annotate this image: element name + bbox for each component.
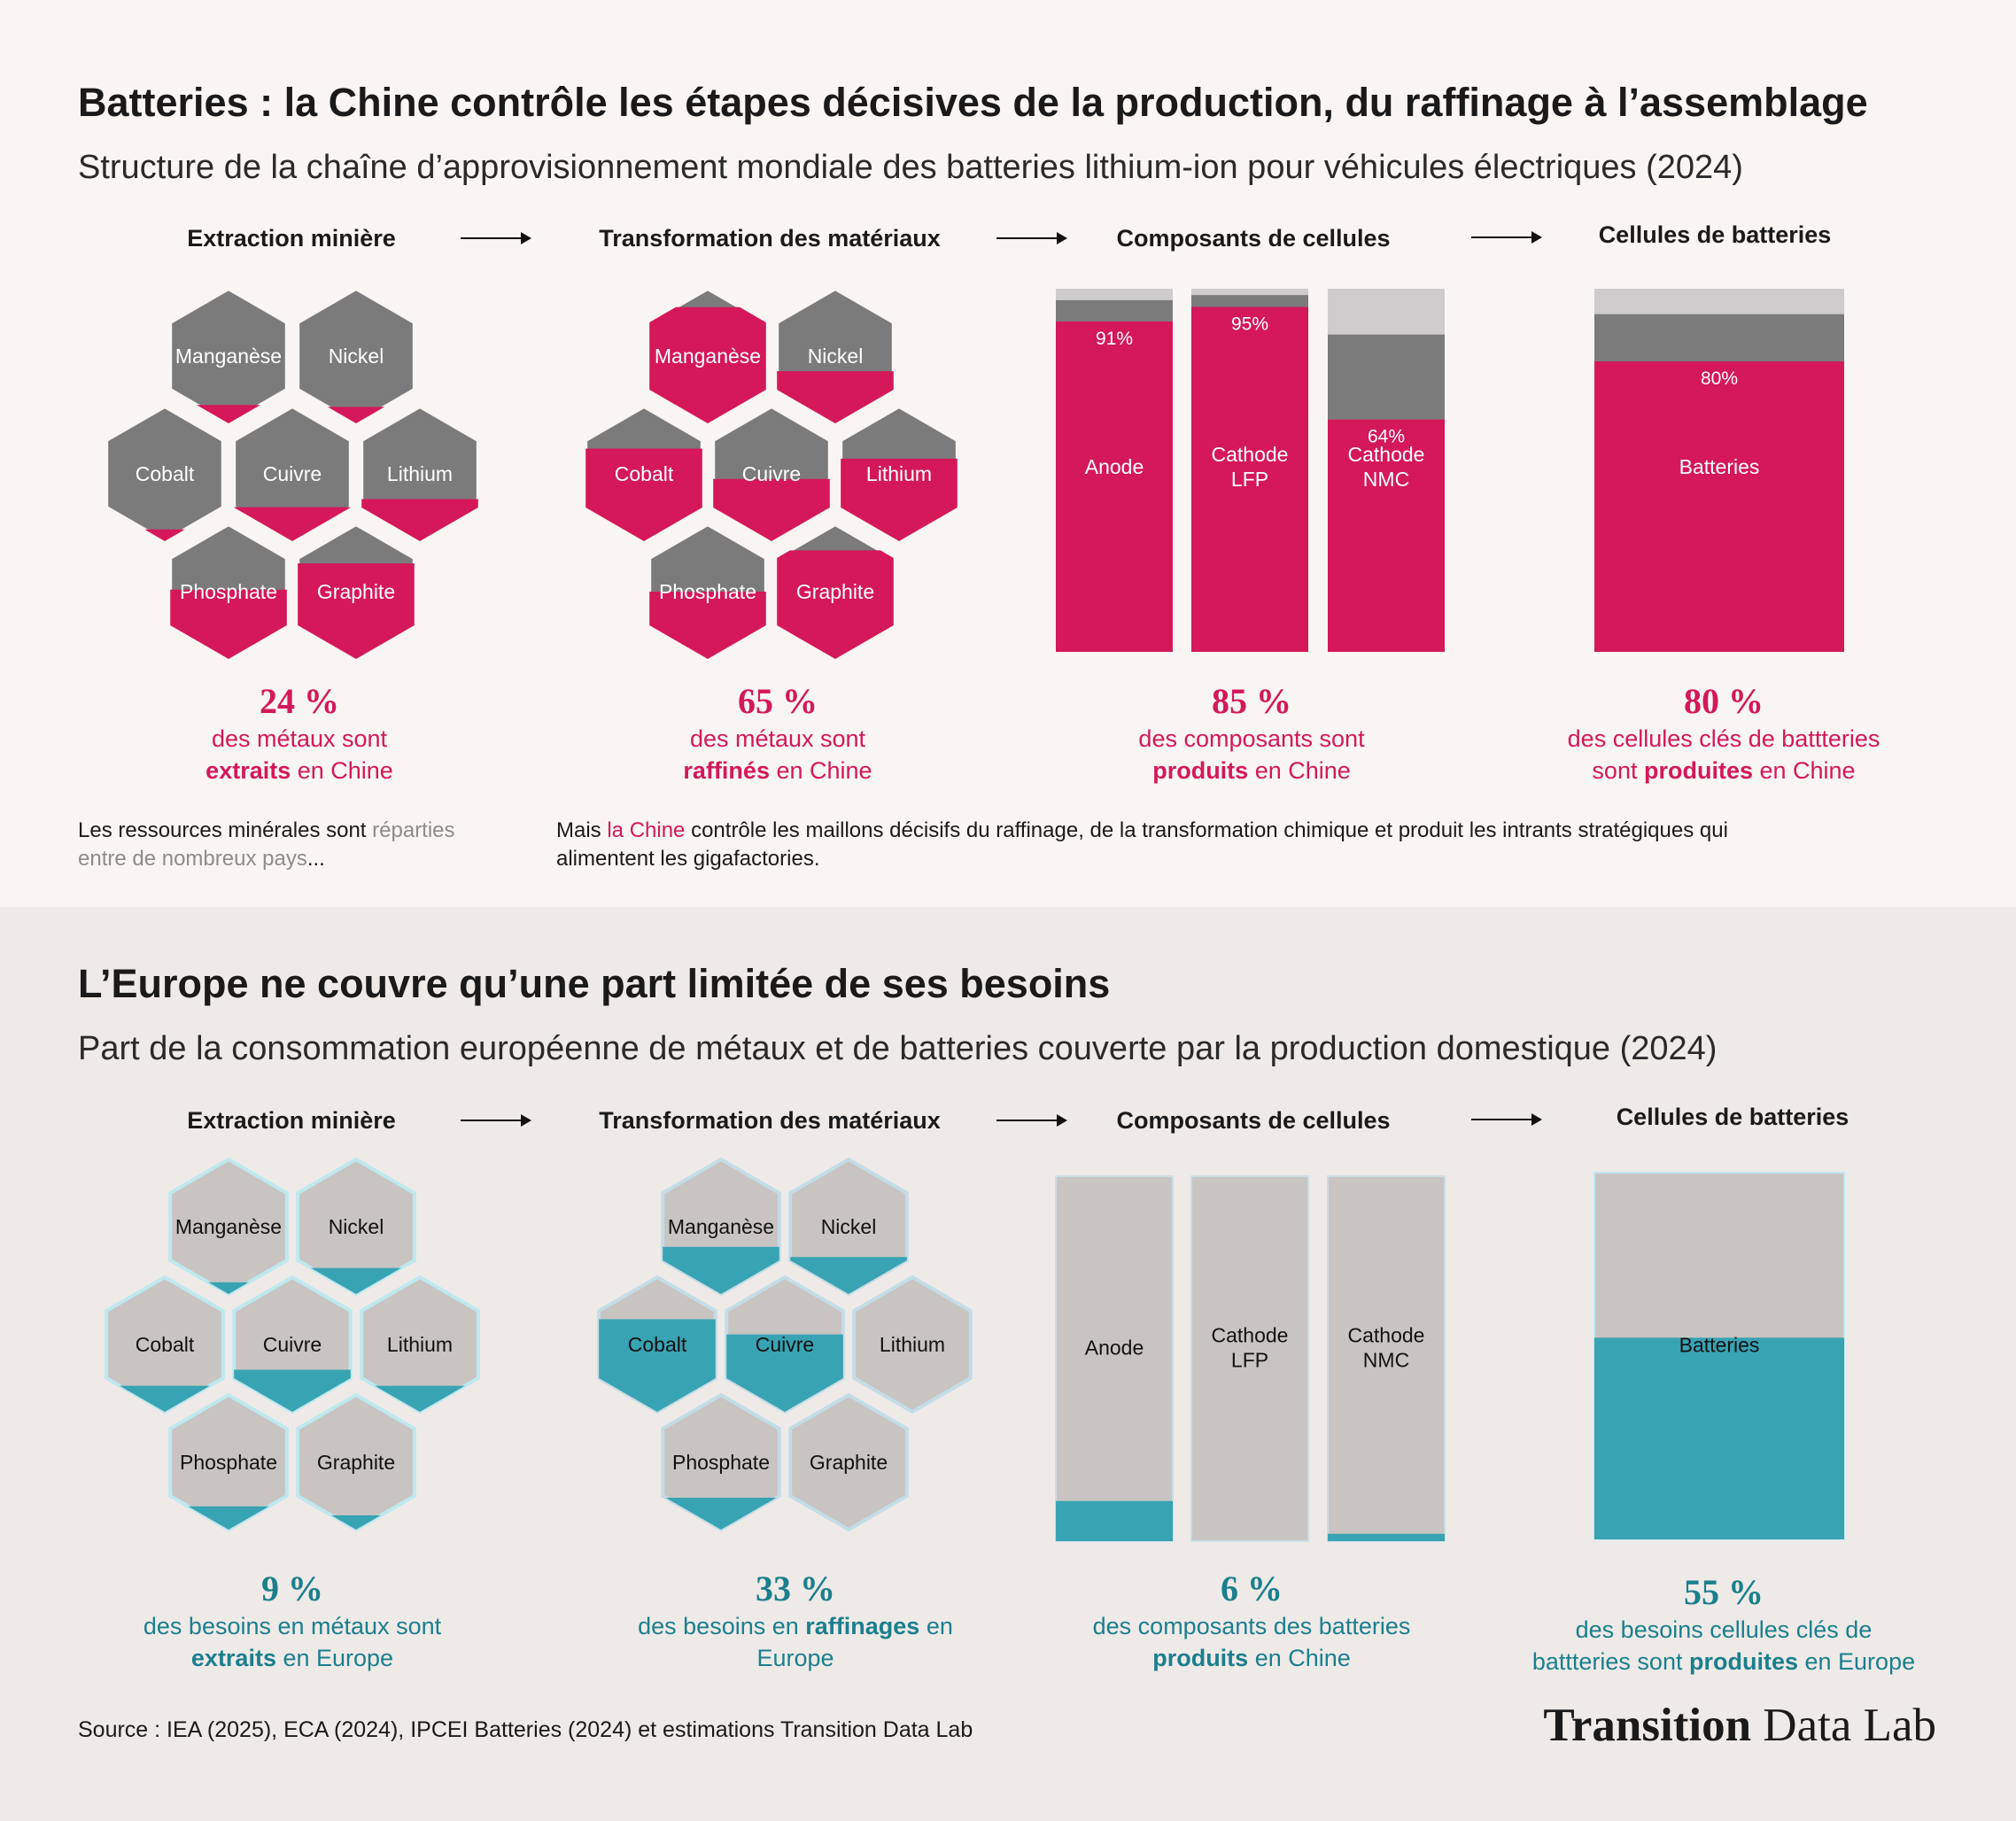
stat-desc: des métaux sont raffinés en Chine xyxy=(683,725,872,784)
stage-label: Transformation des matériaux xyxy=(599,225,941,252)
hex-fill-graphite xyxy=(331,1515,381,1530)
hex-label-graphite: Graphite xyxy=(809,1451,888,1474)
hex-label-cuivre: Cuivre xyxy=(741,462,802,485)
hex-label-cobalt: Cobalt xyxy=(135,1333,195,1356)
bar-label-cathode-nmc: Cathode xyxy=(1347,1323,1425,1347)
stage-label: Extraction minière xyxy=(187,225,396,252)
note-right: Mais la Chine contrôle les maillons décisifs du raffinage, de la transformation chimique et produit les intrants stratégiques qui alimentent les gigafactories. xyxy=(556,818,1728,871)
hex-label-phosphate: Phosphate xyxy=(672,1451,770,1474)
bar-other-anode xyxy=(1056,300,1173,322)
hex-fill-graphite xyxy=(298,563,415,659)
hex-fill-manganese xyxy=(197,405,260,423)
hex-fill-nickel xyxy=(328,407,384,423)
stat-desc: des besoins cellules clés de battteries sont produites en Europe xyxy=(1531,1616,1916,1675)
hex-label-nickel: Nickel xyxy=(328,1215,384,1238)
stat-desc: des métaux sont extraits en Chine xyxy=(205,725,393,784)
hex-fill-lithium xyxy=(375,1386,465,1412)
hex-label-manganese: Manganèse xyxy=(667,1215,775,1238)
hex-label-graphite: Graphite xyxy=(316,1451,396,1474)
bottom-title: L’Europe ne couvre qu’une part limitée de ses besoins xyxy=(78,961,1111,1006)
hex-fill-cuivre xyxy=(713,479,830,541)
bar-label-cathode-nmc: Cathode xyxy=(1347,443,1425,466)
stat-value: 80 % xyxy=(1684,681,1764,721)
source-note: Source : IEA (2025), ECA (2024), IPCEI Batteries (2024) et estimations Transition Data Lab xyxy=(78,1717,973,1742)
bar-value-anode: 91% xyxy=(1095,328,1134,349)
stat-desc: des besoins en raffinages en Europe xyxy=(638,1613,953,1671)
bar-label-cathode-nmc: NMC xyxy=(1362,468,1410,491)
stat-desc: des cellules clés de battteries sont produites en Chine xyxy=(1567,725,1880,784)
hex-label-lithium: Lithium xyxy=(386,462,454,485)
hex-label-phosphate: Phosphate xyxy=(180,1451,277,1474)
bar-label-cathode-lfp: Cathode xyxy=(1211,443,1289,466)
hex-label-nickel: Nickel xyxy=(820,1215,877,1238)
bottom-subtitle: Part de la consommation européenne de métaux et de batteries couverte par la production domestique (2024) xyxy=(78,1030,1717,1067)
stat-value: 24 % xyxy=(260,681,339,721)
hex-fill-graphite xyxy=(777,550,894,659)
bar-value-batteries: 80% xyxy=(1700,368,1739,389)
hex-label-nickel: Nickel xyxy=(807,345,864,368)
stat-value: 55 % xyxy=(1684,1572,1764,1612)
stat-value: 9 % xyxy=(261,1569,323,1608)
brand-logo: Transition Data Lab xyxy=(1543,1700,1936,1751)
hex-label-graphite: Graphite xyxy=(795,580,875,603)
hex-label-nickel: Nickel xyxy=(328,345,384,368)
stage-label: Cellules de batteries xyxy=(1616,1104,1849,1130)
bar-other-batteries xyxy=(1594,314,1844,361)
hex-label-manganese: Manganèse xyxy=(174,1215,283,1238)
top-subtitle: Structure de la chaîne d’approvisionnement mondiale des batteries lithium-ion pour véhicules électriques (2024) xyxy=(78,149,1743,186)
stat-desc: des composants des batteries produits en Chine xyxy=(1092,1613,1411,1671)
bar-fill-batteries xyxy=(1594,361,1844,652)
stage-label: Composants de cellules xyxy=(1116,1107,1391,1134)
hex-fill-cobalt xyxy=(144,530,185,541)
bar-label-batteries: Batteries xyxy=(1679,1333,1760,1357)
hex-fill-cobalt xyxy=(120,1386,210,1412)
hex-label-graphite: Graphite xyxy=(316,580,396,603)
stage-label: Cellules de batteries xyxy=(1598,221,1832,248)
stat-desc: des besoins en métaux sont extraits en Europe xyxy=(143,1613,442,1671)
hex-label-phosphate: Phosphate xyxy=(659,580,756,603)
hex-fill-nickel xyxy=(311,1268,401,1294)
hex-fill-manganese xyxy=(208,1282,249,1294)
bar-fill-cathode-nmc xyxy=(1328,1534,1445,1541)
hex-label-cobalt: Cobalt xyxy=(627,1333,687,1356)
bar-label-cathode-lfp: LFP xyxy=(1230,468,1269,491)
stage-label: Extraction minière xyxy=(187,1107,396,1134)
top-title: Batteries : la Chine contrôle les étapes décisives de la production, du raffinage à l’assemblage xyxy=(78,80,1868,125)
hex-label-lithium: Lithium xyxy=(879,1333,946,1356)
arrow-icon xyxy=(461,1120,530,1121)
hex-fill-lithium xyxy=(361,500,478,542)
hex-label-manganese: Manganèse xyxy=(174,345,283,368)
hex-label-cobalt: Cobalt xyxy=(135,462,195,485)
bar-fill-anode xyxy=(1056,1501,1173,1541)
stat-value: 85 % xyxy=(1212,681,1291,721)
bar-other-cathode-lfp xyxy=(1191,295,1308,306)
hex-label-cuivre: Cuivre xyxy=(262,1333,322,1356)
hex-label-cuivre: Cuivre xyxy=(755,1333,815,1356)
stat-value: 65 % xyxy=(738,681,818,721)
stat-value: 33 % xyxy=(756,1569,835,1608)
hex-label-lithium: Lithium xyxy=(386,1333,454,1356)
hex-label-lithium: Lithium xyxy=(865,462,933,485)
hex-label-cuivre: Cuivre xyxy=(262,462,322,485)
arrow-icon xyxy=(1471,1119,1540,1120)
bar-fill-batteries xyxy=(1594,1337,1844,1539)
bar-label-batteries: Batteries xyxy=(1679,455,1760,478)
bar-label-cathode-lfp: LFP xyxy=(1230,1348,1269,1372)
note-left: Les ressources minérales sont réparties entre de nombreux pays... xyxy=(78,818,455,871)
hex-fill-phosphate xyxy=(188,1507,268,1530)
bar-label-anode: Anode xyxy=(1084,1336,1144,1360)
hex-fill-cuivre xyxy=(234,1370,351,1413)
bar-label-cathode-lfp: Cathode xyxy=(1211,1323,1289,1347)
arrow-icon xyxy=(996,1120,1066,1121)
stage-label: Composants de cellules xyxy=(1116,225,1391,252)
bar-other-cathode-nmc xyxy=(1328,335,1445,420)
hex-label-cobalt: Cobalt xyxy=(614,462,674,485)
stat-value: 6 % xyxy=(1221,1569,1283,1608)
hex-label-phosphate: Phosphate xyxy=(180,580,277,603)
bar-label-cathode-nmc: NMC xyxy=(1362,1348,1410,1372)
stat-desc: des composants sont produits en Chine xyxy=(1138,725,1365,784)
hex-fill-phosphate xyxy=(666,1498,777,1530)
bar-value-cathode-nmc: 64% xyxy=(1367,426,1406,447)
hex-label-manganese: Manganèse xyxy=(654,345,762,368)
bar-label-anode: Anode xyxy=(1084,455,1144,478)
hex-fill-nickel xyxy=(777,371,894,423)
bar-value-cathode-lfp: 95% xyxy=(1230,314,1269,335)
stage-label: Transformation des matériaux xyxy=(599,1107,941,1134)
bar-fill-anode xyxy=(1056,322,1173,652)
